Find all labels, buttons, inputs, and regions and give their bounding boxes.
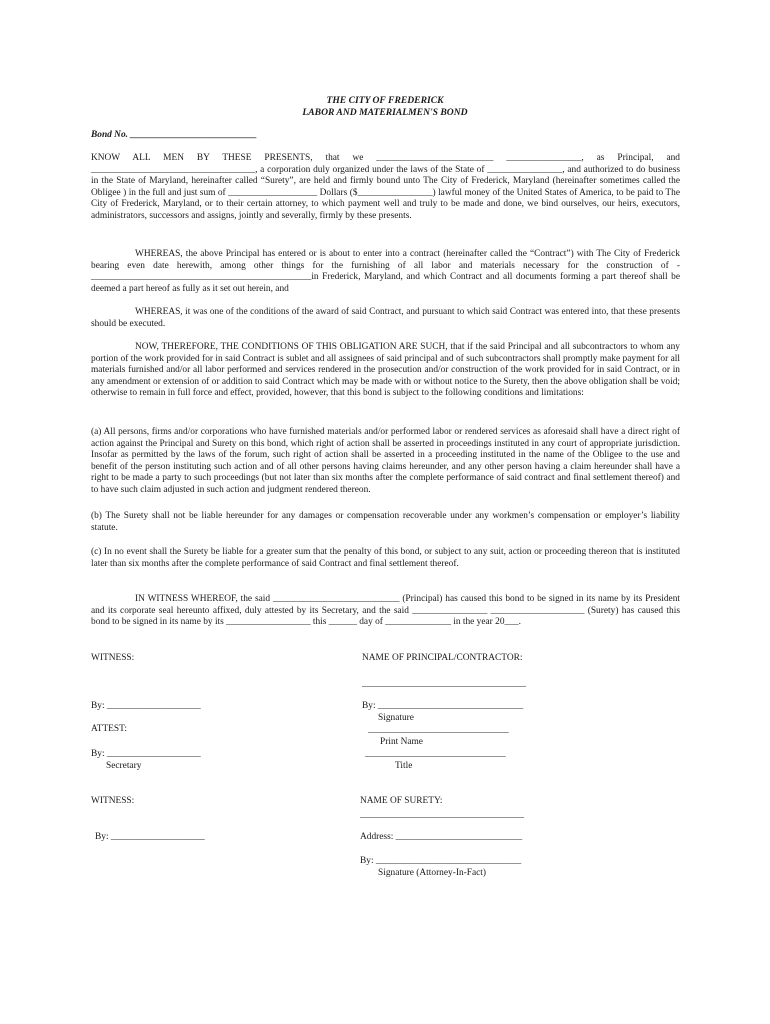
witness-by-line-2: By: ____________________ bbox=[95, 832, 205, 842]
print-name-line: ______________________________ bbox=[368, 725, 509, 735]
signature-label: Signature bbox=[378, 713, 414, 723]
condition-c: (c) In no event shall the Surety be liable for a greater sum that the penalty of this bond, or subject to any suit, action or proceeding thereon that is instituted later than six months after the complete performance of said Contract and final settlement thereof. bbox=[91, 547, 680, 569]
paragraph-whereas-1: WHEREAS, the above Principal has entered or is about to enter into a contract (hereinafter called the “Contract”) with The City of Frederick bearing even date herewith, among other things for the furnishing of all labor and materials necessary for the construction of - _______________________________________________in Frederick, Maryland, and which Contract and all documents forming a part thereof shall be deemed a part hereof as fully as it set out herein, and bbox=[91, 249, 680, 294]
condition-b: (b) The Surety shall not be liable hereunder for any damages or compensation recoverable under any workmen’s compensation or employer’s liability statute. bbox=[91, 511, 680, 533]
principal-by-line: By: _______________________________ bbox=[362, 701, 524, 711]
surety-name-line: ___________________________________ bbox=[360, 810, 525, 820]
paragraph-know-all-men: KNOW ALL MEN BY THESE PRESENTS, that we _________________________ ________________, as Principal, and ___________________________________, a corporation duly organized under the laws of the State of ________________, and authorized to do business in the State of Maryland, hereinafter called “Surety”, are held and firmly bound unto The City of Frederick, Maryland (hereinafter sometimes called the Obligee ) in the full and just sum of ___________________ Dollars ($________________) lawful money of the United States of America, to be paid to The City of Frederick, Maryland, or to their certain attorney, to which payment well and truly to be made and done, we bind ourselves, our heirs, executors, administrators, successors and assigns, jointly and severally, firmly by these presents. bbox=[91, 153, 680, 221]
document-title-line2: LABOR AND MATERIALMEN'S BOND bbox=[302, 107, 468, 118]
witness-label-2: WITNESS: bbox=[91, 796, 135, 806]
principal-name-line: ___________________________________ bbox=[362, 679, 527, 689]
paragraph-now-therefore: NOW, THEREFORE, THE CONDITIONS OF THIS OBLIGATION ARE SUCH, that if the said Principal and all subcontractors to whom any portion of the work provided for in said Contract is sublet and all assignees of said principal and of such subcontractors shall promptly make payment for all materials furnished and/or all labor performed and services rendered in the prosecution and/or construction of the work provided for in said Contract, or in any amendment or extension of or addition to said Contract which may be made with or without notice to the Surety, then the above obligation shall be void; otherwise to remain in full force and effect, provided, however, that this bond is subject to the following conditions and limitations: bbox=[91, 342, 680, 399]
paragraph-whereas-2: WHEREAS, it was one of the conditions of the award of said Contract, and pursuant to which said Contract was entered into, that these presents should be executed. bbox=[91, 307, 680, 329]
name-of-surety-label: NAME OF SURETY: bbox=[360, 796, 443, 806]
witness-label-1: WITNESS: bbox=[91, 653, 135, 663]
secretary-by-line: By: ____________________ bbox=[91, 749, 201, 759]
surety-address-line: Address: ___________________________ bbox=[360, 832, 523, 842]
document-title-line1: THE CITY OF FREDERICK bbox=[326, 95, 444, 106]
title-label: Title bbox=[395, 761, 413, 771]
condition-a: (a) All persons, firms and/or corporations who have furnished materials and/or performed labor or rendered services as aforesaid shall have a direct right of action against the Principal and Surety on this bond, which right of action shall be asserted in proceedings instituted in any court of appropriate jurisdiction. Insofar as permitted by the laws of the forum, such right of action shall be asserted in a proceeding instituted in the name of the Obligee to the use and benefit of the person instituting such action and of all other persons having claims hereunder, and any other person having a claim hereunder shall have a right to be made a party to such proceedings (but not later than six months after the complete performance of said contract and final settlement thereof) and to have such claim adjusted in such action and judgment rendered thereon. bbox=[91, 427, 680, 495]
print-name-label: Print Name bbox=[380, 737, 423, 747]
title-line: ______________________________ bbox=[365, 749, 506, 759]
attorney-in-fact-label: Signature (Attorney-In-Fact) bbox=[378, 868, 487, 878]
secretary-label: Secretary bbox=[106, 761, 142, 771]
paragraph-in-witness: IN WITNESS WHEREOF, the said ___________________________ (Principal) has caused this bond to be signed in its name by its President and its corporate seal hereunto affixed, duly attested by its Secretary, and the said ________________ ____________________ (Surety) has caused this bond to be signed in its name by its __________________ this ______ day of ______________ in the year 20___. bbox=[91, 594, 680, 628]
name-of-principal-label: NAME OF PRINCIPAL/CONTRACTOR: bbox=[362, 653, 523, 663]
attest-label: ATTEST: bbox=[91, 724, 127, 734]
bond-number-field: Bond No. ___________________________ bbox=[91, 130, 257, 140]
witness-by-line-1: By: ____________________ bbox=[91, 701, 201, 711]
surety-by-line: By: _______________________________ bbox=[360, 856, 522, 866]
